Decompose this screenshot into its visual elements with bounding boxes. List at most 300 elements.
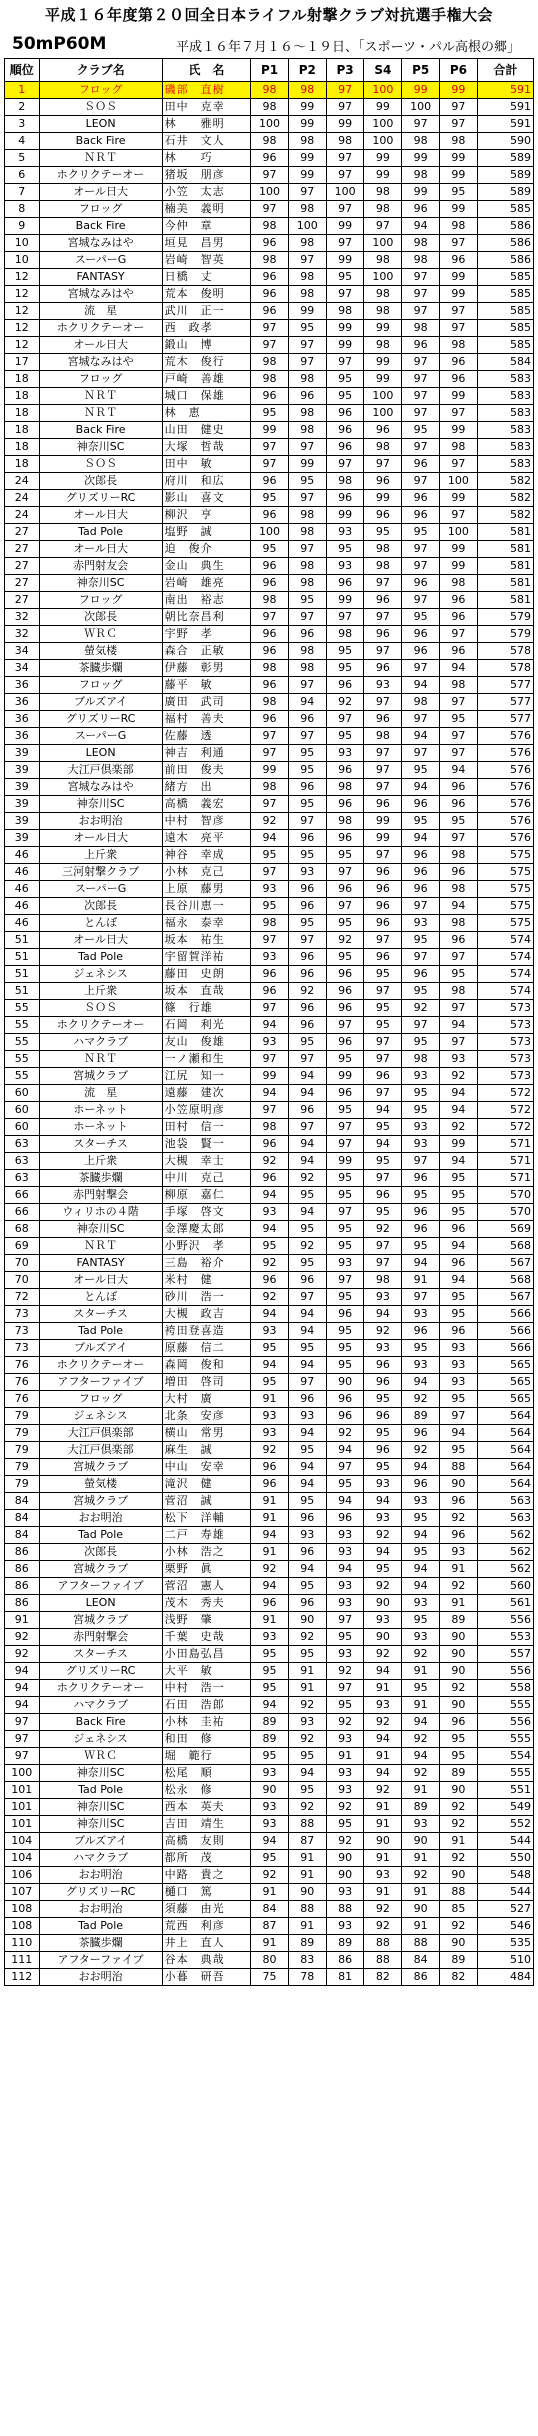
p1-cell: 93 <box>251 1765 289 1782</box>
header-rank: 順位 <box>5 59 40 82</box>
s4-cell: 91 <box>364 1850 402 1867</box>
table-row <box>5 813 534 830</box>
name-cell: 金山 典生 <box>162 558 251 575</box>
total-cell: 585 <box>477 269 533 286</box>
name-cell: 大槻 政吉 <box>162 1306 251 1323</box>
rank-cell: 24 <box>5 473 40 490</box>
p2-cell: 95 <box>288 915 326 932</box>
total-cell: 570 <box>477 1204 533 1221</box>
p5-cell: 97 <box>402 116 440 133</box>
p3-cell: 95 <box>326 388 364 405</box>
table-row <box>5 1799 534 1816</box>
p1-cell: 94 <box>251 1221 289 1238</box>
rank-cell: 18 <box>5 456 40 473</box>
table-row <box>5 745 534 762</box>
p5-cell: 95 <box>402 1034 440 1051</box>
table-row <box>5 1561 534 1578</box>
name-cell: 田中 克幸 <box>162 99 251 116</box>
p1-cell: 80 <box>251 1952 289 1969</box>
table-row <box>5 286 534 303</box>
table-row <box>5 1238 534 1255</box>
name-cell: 金澤慶太郎 <box>162 1221 251 1238</box>
p5-cell: 97 <box>402 592 440 609</box>
p5-cell: 97 <box>402 439 440 456</box>
p5-cell: 94 <box>402 1255 440 1272</box>
total-cell: 549 <box>477 1799 533 1816</box>
p5-cell: 97 <box>402 303 440 320</box>
s4-cell: 99 <box>364 830 402 847</box>
total-cell: 573 <box>477 1068 533 1085</box>
s4-cell: 92 <box>364 1782 402 1799</box>
p1-cell: 98 <box>251 252 289 269</box>
p6-cell: 92 <box>440 1816 478 1833</box>
total-cell: 565 <box>477 1391 533 1408</box>
total-cell: 591 <box>477 82 533 99</box>
s4-cell: 98 <box>364 558 402 575</box>
club-cell: とんぼ <box>39 1289 162 1306</box>
total-cell: 558 <box>477 1680 533 1697</box>
total-cell: 555 <box>477 1765 533 1782</box>
table-row <box>5 1221 534 1238</box>
s4-cell: 99 <box>364 150 402 167</box>
p1-cell: 94 <box>251 1017 289 1034</box>
s4-cell: 96 <box>364 1374 402 1391</box>
rank-cell: 39 <box>5 796 40 813</box>
p5-cell: 96 <box>402 847 440 864</box>
p5-cell: 96 <box>402 507 440 524</box>
table-row <box>5 218 534 235</box>
rank-cell: 10 <box>5 235 40 252</box>
p1-cell: 91 <box>251 1510 289 1527</box>
p1-cell: 94 <box>251 1578 289 1595</box>
p3-cell: 96 <box>326 796 364 813</box>
table-row <box>5 337 534 354</box>
name-cell: 迫 俊介 <box>162 541 251 558</box>
club-cell: FANTASY <box>39 269 162 286</box>
p1-cell: 96 <box>251 1595 289 1612</box>
club-cell: 宮城クラブ <box>39 1612 162 1629</box>
p1-cell: 95 <box>251 1238 289 1255</box>
rank-cell: 24 <box>5 490 40 507</box>
rank-cell: 39 <box>5 779 40 796</box>
total-cell: 573 <box>477 1051 533 1068</box>
name-cell: 岩崎 雄亮 <box>162 575 251 592</box>
table-row <box>5 354 534 371</box>
p2-cell: 94 <box>288 1204 326 1221</box>
table-row <box>5 1646 534 1663</box>
rank-cell: 32 <box>5 626 40 643</box>
p2-cell: 97 <box>288 609 326 626</box>
club-cell: フロッグ <box>39 201 162 218</box>
rank-cell: 36 <box>5 694 40 711</box>
p5-cell: 97 <box>402 660 440 677</box>
p6-cell: 97 <box>440 745 478 762</box>
p2-cell: 97 <box>288 677 326 694</box>
rank-cell: 84 <box>5 1527 40 1544</box>
p5-cell: 95 <box>402 422 440 439</box>
p1-cell: 92 <box>251 1289 289 1306</box>
p1-cell: 94 <box>251 1306 289 1323</box>
p3-cell: 99 <box>326 1068 364 1085</box>
p2-cell: 93 <box>288 1408 326 1425</box>
p3-cell: 94 <box>326 1561 364 1578</box>
p5-cell: 94 <box>402 1459 440 1476</box>
p5-cell: 96 <box>402 1476 440 1493</box>
p5-cell: 93 <box>402 1357 440 1374</box>
p5-cell: 95 <box>402 1680 440 1697</box>
p5-cell: 89 <box>402 1408 440 1425</box>
p1-cell: 100 <box>251 184 289 201</box>
rank-cell: 60 <box>5 1119 40 1136</box>
club-cell: ホクリクテーオー <box>39 1357 162 1374</box>
club-cell: ウィリホの４階 <box>39 1204 162 1221</box>
p1-cell: 96 <box>251 286 289 303</box>
p5-cell: 98 <box>402 252 440 269</box>
p6-cell: 94 <box>440 1153 478 1170</box>
total-cell: 586 <box>477 218 533 235</box>
p2-cell: 96 <box>288 711 326 728</box>
name-cell: 手塚 啓文 <box>162 1204 251 1221</box>
table-row <box>5 898 534 915</box>
p3-cell: 96 <box>326 575 364 592</box>
table-row <box>5 456 534 473</box>
total-cell: 564 <box>477 1425 533 1442</box>
p6-cell: 90 <box>440 1646 478 1663</box>
total-cell: 564 <box>477 1408 533 1425</box>
s4-cell: 96 <box>364 796 402 813</box>
table-row <box>5 1612 534 1629</box>
s4-cell: 97 <box>364 983 402 1000</box>
p3-cell: 96 <box>326 1408 364 1425</box>
s4-cell: 93 <box>364 677 402 694</box>
s4-cell: 99 <box>364 354 402 371</box>
p6-cell: 95 <box>440 1170 478 1187</box>
p2-cell: 96 <box>288 388 326 405</box>
total-cell: 562 <box>477 1544 533 1561</box>
name-cell: 米村 健 <box>162 1272 251 1289</box>
p1-cell: 95 <box>251 1850 289 1867</box>
s4-cell: 93 <box>364 1340 402 1357</box>
p1-cell: 95 <box>251 1646 289 1663</box>
s4-cell: 96 <box>364 592 402 609</box>
table-row <box>5 1136 534 1153</box>
header-p3: P3 <box>326 59 364 82</box>
rank-cell: 27 <box>5 592 40 609</box>
total-cell: 576 <box>477 813 533 830</box>
table-row <box>5 796 534 813</box>
name-cell: 砂川 浩一 <box>162 1289 251 1306</box>
p6-cell: 93 <box>440 1357 478 1374</box>
table-row <box>5 1357 534 1374</box>
p6-cell: 96 <box>440 252 478 269</box>
p5-cell: 88 <box>402 1935 440 1952</box>
p2-cell: 94 <box>288 1561 326 1578</box>
p1-cell: 96 <box>251 150 289 167</box>
total-cell: 562 <box>477 1527 533 1544</box>
name-cell: 南出 裕志 <box>162 592 251 609</box>
table-row <box>5 881 534 898</box>
p2-cell: 96 <box>288 1391 326 1408</box>
p2-cell: 92 <box>288 1170 326 1187</box>
name-cell: 江尻 知一 <box>162 1068 251 1085</box>
p2-cell: 95 <box>288 745 326 762</box>
name-cell: 小林 克己 <box>162 864 251 881</box>
p2-cell: 93 <box>288 864 326 881</box>
s4-cell: 97 <box>364 847 402 864</box>
club-cell: フロッグ <box>39 82 162 99</box>
s4-cell: 95 <box>364 966 402 983</box>
p3-cell: 93 <box>326 1544 364 1561</box>
p3-cell: 95 <box>326 660 364 677</box>
p6-cell: 92 <box>440 1850 478 1867</box>
rank-cell: 107 <box>5 1884 40 1901</box>
s4-cell: 93 <box>364 1867 402 1884</box>
p5-cell: 94 <box>402 218 440 235</box>
p2-cell: 94 <box>288 1068 326 1085</box>
p5-cell: 92 <box>402 1391 440 1408</box>
club-cell: ブルズアイ <box>39 1340 162 1357</box>
p1-cell: 98 <box>251 660 289 677</box>
p2-cell: 95 <box>288 847 326 864</box>
p2-cell: 97 <box>288 813 326 830</box>
p6-cell: 95 <box>440 966 478 983</box>
rank-cell: 51 <box>5 983 40 1000</box>
p5-cell: 96 <box>402 575 440 592</box>
club-cell: ホクリクテーオー <box>39 1017 162 1034</box>
name-cell: 宇野 孝 <box>162 626 251 643</box>
p5-cell: 91 <box>402 1663 440 1680</box>
p6-cell: 97 <box>440 830 478 847</box>
p2-cell: 98 <box>288 286 326 303</box>
s4-cell: 95 <box>364 1459 402 1476</box>
rank-cell: 10 <box>5 252 40 269</box>
name-cell: 池袋 賢一 <box>162 1136 251 1153</box>
total-cell: 576 <box>477 796 533 813</box>
p1-cell: 89 <box>251 1731 289 1748</box>
table-row <box>5 762 534 779</box>
p6-cell: 95 <box>440 1306 478 1323</box>
table-row <box>5 966 534 983</box>
p6-cell: 89 <box>440 1765 478 1782</box>
p5-cell: 98 <box>402 133 440 150</box>
name-cell: 坂本 祐生 <box>162 932 251 949</box>
p6-cell: 88 <box>440 1884 478 1901</box>
results-table <box>4 58 534 1986</box>
p3-cell: 92 <box>326 932 364 949</box>
table-row <box>5 1153 534 1170</box>
total-cell: 577 <box>477 694 533 711</box>
p2-cell: 98 <box>288 643 326 660</box>
p3-cell: 97 <box>326 1136 364 1153</box>
total-cell: 583 <box>477 371 533 388</box>
rank-cell: 3 <box>5 116 40 133</box>
p5-cell: 97 <box>402 1153 440 1170</box>
p1-cell: 94 <box>251 1187 289 1204</box>
table-row <box>5 1731 534 1748</box>
s4-cell: 96 <box>364 422 402 439</box>
p2-cell: 94 <box>288 1306 326 1323</box>
p1-cell: 98 <box>251 218 289 235</box>
p5-cell: 98 <box>402 235 440 252</box>
p2-cell: 98 <box>288 558 326 575</box>
rank-cell: 63 <box>5 1153 40 1170</box>
club-cell: ホクリクテーオー <box>39 320 162 337</box>
p1-cell: 97 <box>251 728 289 745</box>
p3-cell: 96 <box>326 966 364 983</box>
p1-cell: 75 <box>251 1969 289 1986</box>
s4-cell: 96 <box>364 949 402 966</box>
club-cell: Tad Pole <box>39 1527 162 1544</box>
p2-cell: 94 <box>288 1476 326 1493</box>
p6-cell: 97 <box>440 456 478 473</box>
p6-cell: 99 <box>440 150 478 167</box>
club-cell: 次郎長 <box>39 609 162 626</box>
p1-cell: 96 <box>251 966 289 983</box>
name-cell: 垣見 昌男 <box>162 235 251 252</box>
total-cell: 564 <box>477 1442 533 1459</box>
p6-cell: 82 <box>440 1969 478 1986</box>
p2-cell: 93 <box>288 1527 326 1544</box>
rank-cell: 18 <box>5 388 40 405</box>
name-cell: 岩崎 智英 <box>162 252 251 269</box>
p3-cell: 95 <box>326 1238 364 1255</box>
p1-cell: 100 <box>251 524 289 541</box>
p2-cell: 96 <box>288 1510 326 1527</box>
p3-cell: 95 <box>326 1323 364 1340</box>
p2-cell: 96 <box>288 1102 326 1119</box>
p3-cell: 93 <box>326 1255 364 1272</box>
p2-cell: 97 <box>288 439 326 456</box>
p1-cell: 96 <box>251 269 289 286</box>
p5-cell: 97 <box>402 354 440 371</box>
s4-cell: 94 <box>364 1306 402 1323</box>
p6-cell: 91 <box>440 1595 478 1612</box>
s4-cell: 98 <box>364 201 402 218</box>
p5-cell: 96 <box>402 881 440 898</box>
p2-cell: 78 <box>288 1969 326 1986</box>
club-cell: オール日大 <box>39 830 162 847</box>
club-cell: グリズリーRC <box>39 1884 162 1901</box>
s4-cell: 96 <box>364 1187 402 1204</box>
s4-cell: 97 <box>364 575 402 592</box>
table-row <box>5 1595 534 1612</box>
p5-cell: 94 <box>402 1527 440 1544</box>
table-row <box>5 1102 534 1119</box>
name-cell: 森岡 俊和 <box>162 1357 251 1374</box>
s4-cell: 99 <box>364 371 402 388</box>
p3-cell: 96 <box>326 881 364 898</box>
p6-cell: 95 <box>440 1442 478 1459</box>
s4-cell: 100 <box>364 388 402 405</box>
club-cell: Back Fire <box>39 133 162 150</box>
club-cell: 大江戸倶楽部 <box>39 1442 162 1459</box>
p5-cell: 97 <box>402 541 440 558</box>
p2-cell: 97 <box>288 1374 326 1391</box>
p6-cell: 98 <box>440 847 478 864</box>
p6-cell: 97 <box>440 405 478 422</box>
p1-cell: 96 <box>251 575 289 592</box>
table-row <box>5 1204 534 1221</box>
table-row <box>5 1663 534 1680</box>
table-row <box>5 1323 534 1340</box>
p1-cell: 94 <box>251 830 289 847</box>
club-cell: 宮城クラブ <box>39 1561 162 1578</box>
p3-cell: 99 <box>326 507 364 524</box>
p3-cell: 95 <box>326 847 364 864</box>
name-cell: 中山 安幸 <box>162 1459 251 1476</box>
table-row <box>5 677 534 694</box>
total-cell: 581 <box>477 575 533 592</box>
total-cell: 582 <box>477 507 533 524</box>
club-cell: おお明治 <box>39 1901 162 1918</box>
name-cell: 田中 敏 <box>162 456 251 473</box>
p3-cell: 97 <box>326 456 364 473</box>
name-cell: 藤田 史朗 <box>162 966 251 983</box>
p6-cell: 90 <box>440 1629 478 1646</box>
rank-cell: 63 <box>5 1170 40 1187</box>
rank-cell: 70 <box>5 1255 40 1272</box>
table-row <box>5 847 534 864</box>
table-row <box>5 490 534 507</box>
club-cell: ハマクラブ <box>39 1034 162 1051</box>
club-cell: 流 星 <box>39 303 162 320</box>
s4-cell: 95 <box>364 1153 402 1170</box>
table-row <box>5 1850 534 1867</box>
p3-cell: 97 <box>326 1459 364 1476</box>
rank-cell: 72 <box>5 1289 40 1306</box>
table-row <box>5 1085 534 1102</box>
rank-cell: 36 <box>5 728 40 745</box>
name-cell: 戸崎 善雄 <box>162 371 251 388</box>
p5-cell: 98 <box>402 694 440 711</box>
table-row <box>5 1034 534 1051</box>
p3-cell: 93 <box>326 745 364 762</box>
p1-cell: 94 <box>251 1085 289 1102</box>
name-cell: 松下 洋輔 <box>162 1510 251 1527</box>
p3-cell: 97 <box>326 82 364 99</box>
p6-cell: 100 <box>440 524 478 541</box>
p3-cell: 93 <box>326 1782 364 1799</box>
p3-cell: 98 <box>326 473 364 490</box>
club-cell: ＮＲＴ <box>39 405 162 422</box>
p3-cell: 95 <box>326 371 364 388</box>
total-cell: 565 <box>477 1357 533 1374</box>
header-club: クラブ名 <box>39 59 162 82</box>
p3-cell: 90 <box>326 1850 364 1867</box>
p6-cell: 94 <box>440 1102 478 1119</box>
total-cell: 585 <box>477 337 533 354</box>
p1-cell: 97 <box>251 932 289 949</box>
club-cell: おお明治 <box>39 813 162 830</box>
p1-cell: 95 <box>251 405 289 422</box>
total-cell: 556 <box>477 1663 533 1680</box>
table-row <box>5 371 534 388</box>
p2-cell: 95 <box>288 1187 326 1204</box>
p3-cell: 96 <box>326 1510 364 1527</box>
p2-cell: 90 <box>288 1612 326 1629</box>
table-row <box>5 541 534 558</box>
p1-cell: 93 <box>251 1323 289 1340</box>
s4-cell: 96 <box>364 1408 402 1425</box>
p6-cell: 97 <box>440 507 478 524</box>
p3-cell: 97 <box>326 354 364 371</box>
p1-cell: 92 <box>251 1255 289 1272</box>
table-row <box>5 626 534 643</box>
s4-cell: 94 <box>364 1731 402 1748</box>
total-cell: 586 <box>477 235 533 252</box>
p6-cell: 88 <box>440 1459 478 1476</box>
p2-cell: 92 <box>288 983 326 1000</box>
